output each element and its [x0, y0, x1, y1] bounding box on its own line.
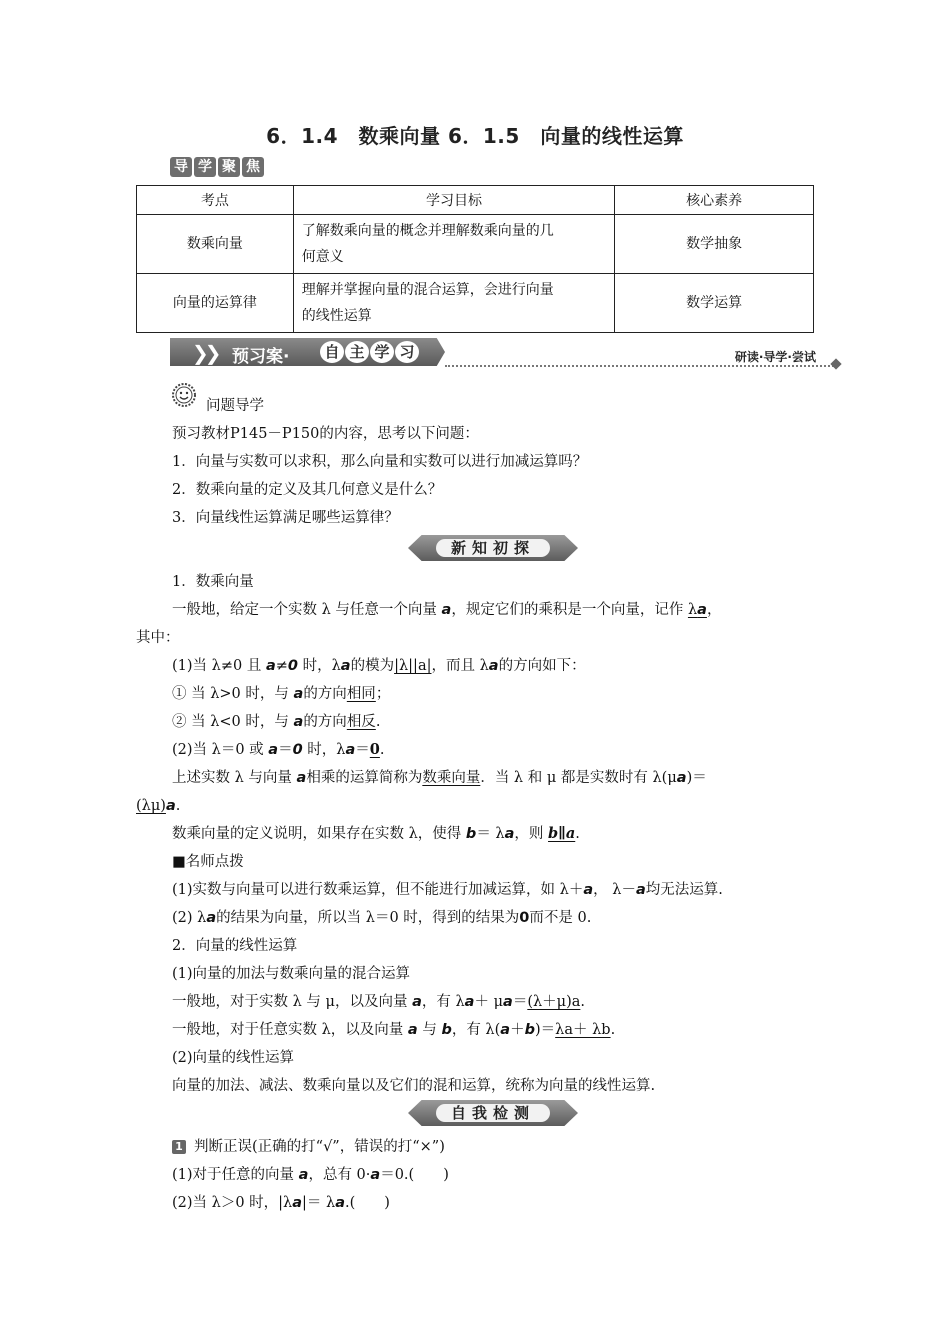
paragraph [172, 768, 707, 788]
text: (2) λ [172, 910, 207, 926]
text: ＝ [278, 742, 293, 758]
table-header: 考点 [137, 186, 294, 215]
text: ，规定它们的乘积是一个向量，记作 [451, 602, 688, 618]
text: 一般地，对于实数 λ 与 μ，以及向量 [172, 994, 413, 1010]
vector-b: b [441, 1022, 452, 1038]
table-cell-literacy: 数学运算 [615, 274, 814, 333]
table-row [137, 215, 814, 274]
vector-a: a [292, 1195, 303, 1211]
vector-a: a [206, 910, 217, 926]
answer: 相同 [346, 686, 376, 702]
section-label: 预习案· [232, 347, 290, 367]
vector-a: a [503, 994, 513, 1010]
answer: |λ||a| [394, 658, 432, 674]
vector-a: a [504, 826, 515, 842]
guide-badge-char: 导 [170, 157, 192, 177]
section-sub-char: 主 [345, 341, 369, 363]
paragraph: 向量的加法、减法、数乘向量以及它们的混和运算，统称为向量的线性运算. [172, 1078, 656, 1094]
vector-a: a [635, 882, 646, 898]
zero-vector: 0 [292, 742, 303, 758]
vector-a: a [500, 1022, 511, 1038]
table-cell-topic: 数乘向量 [137, 215, 294, 274]
goal-line: 了解数乘向量的概念并理解数乘向量的几 [301, 223, 554, 239]
pill-label: 自我检测 [436, 1104, 550, 1122]
table-row [137, 274, 814, 333]
section-sub-label [320, 341, 419, 363]
guide-badge-char: 学 [194, 157, 216, 177]
question-item: 1．向量与实数可以求积，那么向量和实数可以进行加减运算吗？ [172, 454, 588, 470]
paragraph [172, 992, 585, 1012]
check-item [172, 1193, 390, 1213]
text: . [575, 826, 580, 842]
text: ＝ [512, 994, 528, 1010]
check-item [172, 1165, 449, 1185]
vector-a: a [488, 658, 499, 674]
table-cell-goal [293, 274, 615, 333]
goals-table [136, 185, 814, 333]
vector-a: a [676, 770, 687, 786]
section-right-text: 研读·导学·尝试 [734, 350, 816, 364]
text: 上述实数 λ 与向量 [172, 770, 297, 786]
question-number-badge: 1 [172, 1140, 186, 1154]
table-header: 核心素养 [615, 186, 814, 215]
text: 数乘向量的定义说明，如果存在实数 λ，使得 [172, 826, 466, 842]
paragraph [172, 908, 591, 928]
vector-b: b [465, 826, 477, 842]
answer: 相反 [346, 714, 376, 730]
zero-vector: 0 [519, 910, 530, 926]
guide-badge-char: 焦 [242, 157, 264, 177]
questions-intro: 预习教材P145－P150的内容，思考以下问题： [172, 426, 479, 442]
question-item: 2．数乘向量的定义及其几何意义是什么？ [172, 482, 443, 498]
text: ＋ μ [474, 994, 504, 1010]
vector-a: a [441, 602, 452, 618]
preview-section-bar [170, 338, 840, 368]
paragraph [172, 712, 380, 732]
vector-a: a [293, 714, 304, 730]
paragraph [172, 1020, 615, 1040]
text: 的结果为向量，所以当 λ＝0 时，得到的结果为 [216, 910, 520, 926]
text: ＝0.( ) [380, 1167, 449, 1183]
text: (2)当 λ＝0 或 [172, 742, 269, 758]
vector-a: a [464, 994, 475, 1010]
text: 一般地，给定一个实数 λ 与任意一个向量 [172, 602, 442, 618]
section-sub-char: 自 [320, 341, 344, 363]
text: 判断正误(正确的打“√”，错误的打“×”) [194, 1139, 445, 1155]
text: (1)实数与向量可以进行数乘运算，但不能进行加减运算，如 λ＋ [172, 882, 584, 898]
goal-line: 的线性运算 [301, 308, 372, 324]
vector-a: a [296, 770, 307, 786]
text: ＝ λ [476, 826, 505, 842]
vector-a: a [335, 1195, 346, 1211]
text: 相乘的运算简称为 [306, 770, 423, 786]
subsection-title: (1)向量的加法与数乘向量的混合运算 [172, 966, 411, 982]
text: ，总有 0· [308, 1167, 371, 1183]
goal-line: 何意义 [301, 249, 344, 265]
text: ； [375, 686, 391, 702]
answer: λa＋ λb [555, 1022, 611, 1038]
text: 与 [417, 1022, 442, 1038]
text: 的方向 [303, 714, 347, 730]
vector-a: a [268, 742, 279, 758]
text: )＝ [534, 1022, 556, 1038]
vector-a: a [697, 602, 707, 618]
questions-heading: 问题导学 [206, 398, 264, 414]
text: 的模为 [350, 658, 395, 674]
vector-a: a [265, 658, 276, 674]
page-title: 6．1.4 数乘向量 6．1.5 向量的线性运算 [266, 124, 684, 148]
table-header-row [137, 186, 814, 215]
vector-a: a [370, 1167, 381, 1183]
answer: (λμ) [136, 798, 166, 814]
text: ① 当 λ>0 时，与 [172, 686, 294, 702]
smiley-icon [172, 383, 196, 407]
text: 时，λ [302, 742, 346, 758]
paragraph [172, 684, 390, 704]
goal-line: 理解并掌握向量的混合运算，会进行向量 [301, 282, 554, 298]
text: . [610, 1022, 616, 1038]
text: ， [706, 602, 722, 618]
vector-a: a [165, 798, 176, 814]
text: 的方向 [303, 686, 347, 702]
paragraph [172, 824, 580, 844]
text: ② 当 λ<0 时，与 [172, 714, 294, 730]
table-cell-goal [293, 215, 615, 274]
paragraph [136, 796, 180, 816]
text: 一般地，对于任意实数 λ，以及向量 [172, 1022, 408, 1038]
table-cell-literacy: 数学抽象 [615, 215, 814, 274]
text: . [175, 798, 181, 814]
guide-badge [170, 157, 264, 177]
diamond-icon [830, 358, 841, 369]
vector-a: a [340, 658, 351, 674]
pill-label: 新知初探 [436, 539, 550, 557]
paragraph [172, 656, 586, 676]
text: |＝ λ [302, 1195, 336, 1211]
answer: 数乘向量 [422, 770, 481, 786]
text: .( ) [345, 1195, 390, 1211]
guide-badge-char: 聚 [218, 157, 240, 177]
text: (2)当 λ＞0 时，|λ [172, 1195, 293, 1211]
answer: λa [687, 602, 707, 618]
vector-b: b [524, 1022, 535, 1038]
text: (1)对于任意的向量 [172, 1167, 299, 1183]
text: . [379, 742, 385, 758]
section-sub-char: 习 [395, 341, 419, 363]
text: ．当 λ 和 μ 都是实数时有 λ(μ [480, 770, 677, 786]
text: ，则 [514, 826, 549, 842]
text: ， λ－ [593, 882, 636, 898]
text: 均无法运算. [645, 882, 723, 898]
check-title [172, 1137, 445, 1157]
section-2-title: 2．向量的线性运算 [172, 938, 298, 954]
vector-a: a [407, 1022, 418, 1038]
paragraph [172, 740, 385, 760]
text: ＝ [355, 742, 370, 758]
vector-a: a [298, 1167, 309, 1183]
answer: (λ＋μ)a [527, 994, 581, 1010]
text: 而不是 0. [529, 910, 592, 926]
text: . [580, 994, 585, 1010]
vector-a: a [583, 882, 594, 898]
section-sub-char: 学 [370, 341, 394, 363]
paragraph [172, 600, 721, 620]
text: ，有 λ( [451, 1022, 501, 1038]
tip-title: ■名师点拨 [172, 854, 244, 870]
text: (1)当 λ≠0 且 [172, 658, 266, 674]
table-header: 学习目标 [293, 186, 615, 215]
text: ，有 λ [421, 994, 465, 1010]
section-1-title: 1．数乘向量 [172, 574, 254, 590]
zero-vector: 0 [287, 658, 298, 674]
vector-a: a [293, 686, 304, 702]
text: ，而且 λ [431, 658, 489, 674]
double-chevron-icon: ❯❯ [192, 341, 218, 365]
vector-a: a [412, 994, 422, 1010]
text: )＝ [686, 770, 707, 786]
text: . [375, 714, 381, 730]
dotted-divider [445, 365, 834, 367]
table-cell-topic: 向量的运算律 [137, 274, 294, 333]
question-item: 3．向量线性运算满足哪些运算律？ [172, 510, 399, 526]
text: 时，λ [297, 658, 341, 674]
text: ＋ [510, 1022, 525, 1038]
text: ≠ [275, 658, 288, 674]
paragraph [172, 880, 723, 900]
vector-a: a [345, 742, 356, 758]
subsection-title: (2)向量的线性运算 [172, 1050, 295, 1066]
text: 的方向如下： [498, 658, 586, 674]
answer: 0 [369, 741, 380, 758]
answer: b∥a [548, 825, 576, 842]
paragraph: 其中： [136, 630, 180, 646]
